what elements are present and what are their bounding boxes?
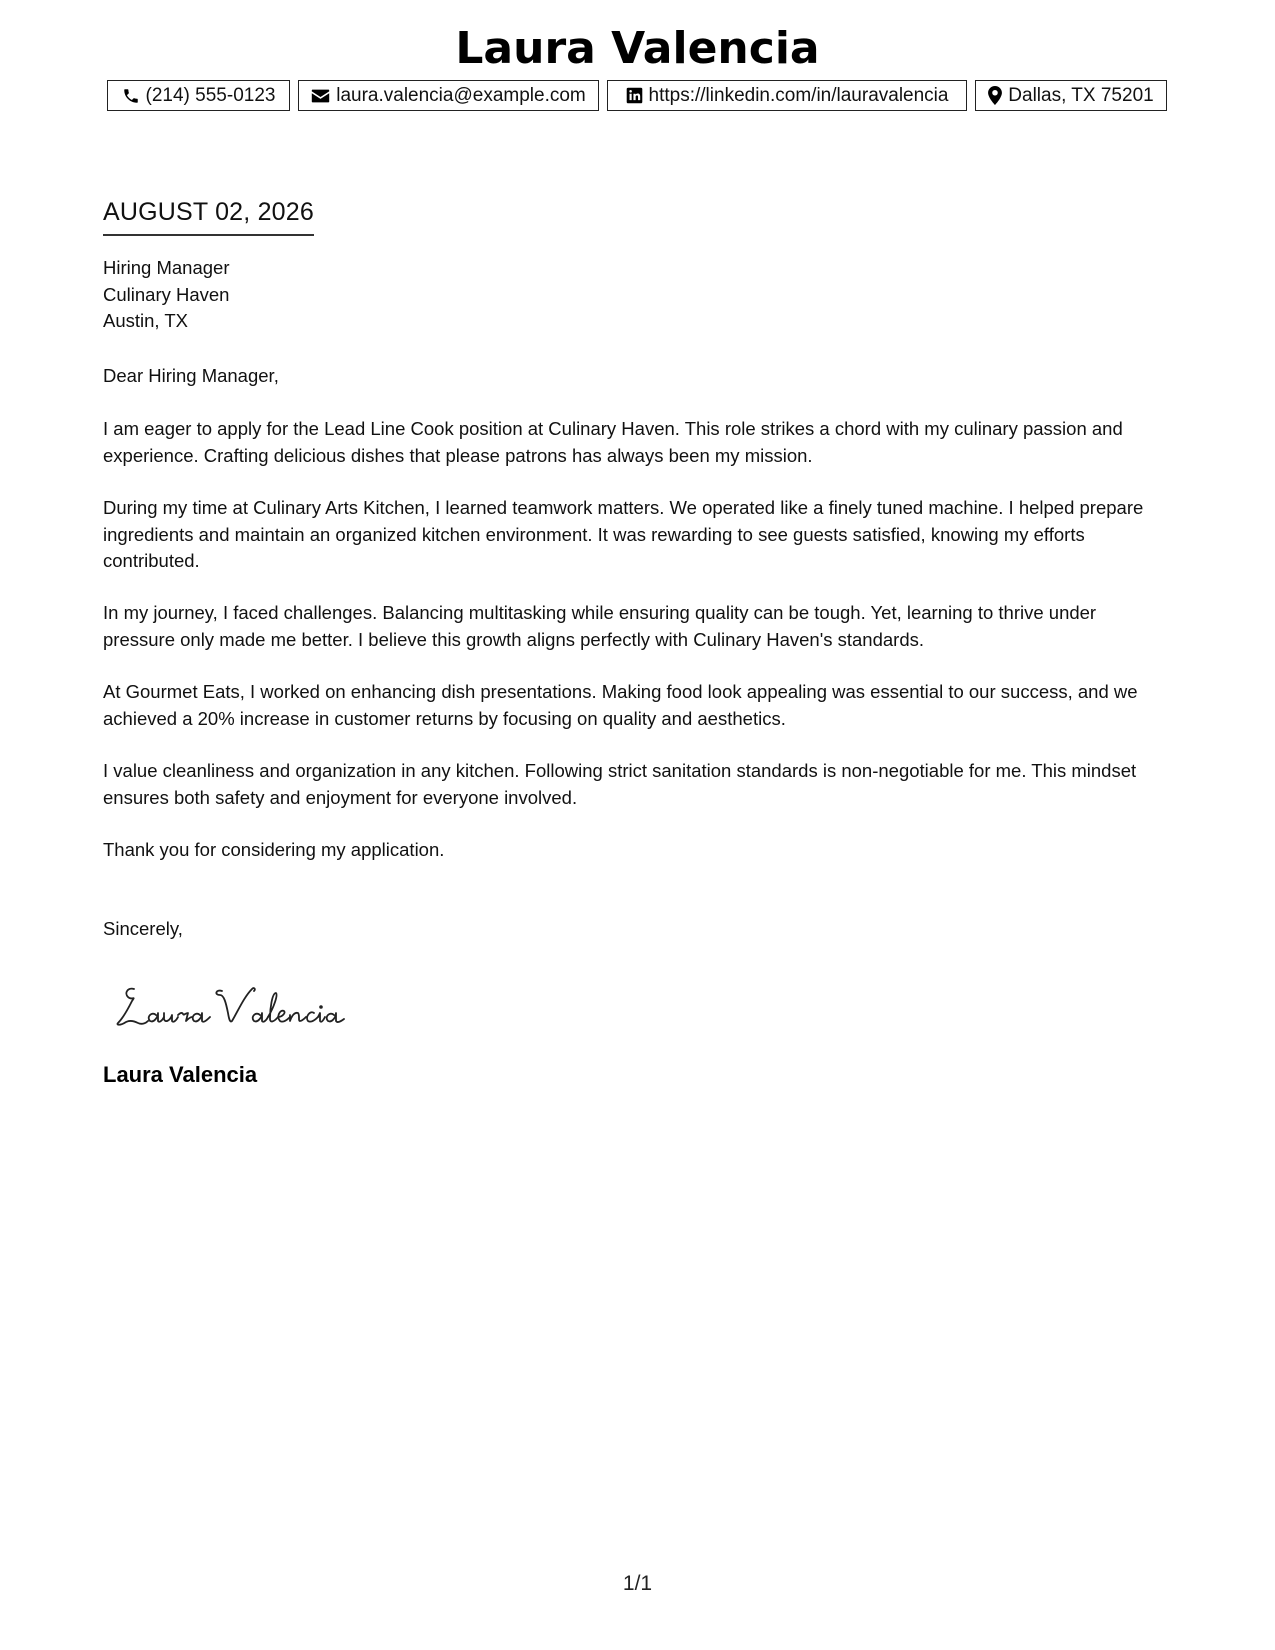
recipient-title: Hiring Manager	[103, 257, 230, 278]
map-pin-icon	[988, 86, 1002, 105]
location-text: Dallas, TX 75201	[1008, 84, 1154, 106]
body-paragraph: I value cleanliness and organization in any kitchen. Following strict sanitation standards is non-negotiable for me. This mindset ensures both safety and enjoyment for everyone involved.	[103, 760, 1137, 808]
recipient-company: Culinary Haven	[103, 283, 230, 305]
phone-icon	[122, 87, 140, 105]
handwritten-signature	[112, 975, 352, 1035]
contact-info-row	[107, 80, 1167, 111]
recipient-block	[103, 255, 1173, 335]
linkedin-icon	[626, 87, 643, 104]
body-paragraph: In my journey, I faced challenges. Balancing multitasking while ensuring quality can be tough. Yet, learning to thrive under pressure only made me better. I believe this growth aligns perfectly with Culinary Haven's standards.	[103, 602, 1097, 650]
contact-location	[975, 80, 1167, 111]
linkedin-text: https://linkedin.com/in/lauravalencia	[648, 84, 949, 106]
email-text: laura.valencia@example.com	[336, 84, 586, 106]
contact-email[interactable]	[298, 80, 599, 111]
signer-name: Laura Valencia	[103, 1062, 258, 1087]
closing: Sincerely,	[103, 918, 183, 939]
body-paragraph: Thank you for considering my application.	[103, 839, 445, 860]
salutation: Dear Hiring Manager,	[103, 365, 279, 386]
contact-phone	[107, 80, 290, 111]
body-paragraph: I am eager to apply for the Lead Line Cook position at Culinary Haven. This role strikes a chord with my culinary passion and experience. Crafting delicious dishes that please patrons has always been my mission.	[103, 418, 1123, 466]
phone-text: (214) 555-0123	[145, 84, 276, 106]
envelope-icon	[311, 88, 330, 104]
letter-date: AUGUST 02, 2026	[103, 196, 314, 236]
body-paragraph: At Gourmet Eats, I worked on enhancing dish presentations. Making food look appealing was essential to our success, and we achieved a 20% increase in customer returns by focusing on quality and aesthetics.	[103, 681, 1138, 729]
recipient-location: Austin, TX	[103, 310, 189, 331]
applicant-name-heading: Laura Valencia	[455, 23, 820, 74]
body-paragraph: During my time at Culinary Arts Kitchen, I learned teamwork matters. We operated like a finely tuned machine. I helped prepare ingredients and maintain an organized kitchen environment. It was rewarding to see guests satisfied, knowing my efforts contributed.	[103, 497, 1144, 571]
page-number: 1/1	[622, 1572, 653, 1595]
contact-linkedin[interactable]	[607, 80, 967, 111]
